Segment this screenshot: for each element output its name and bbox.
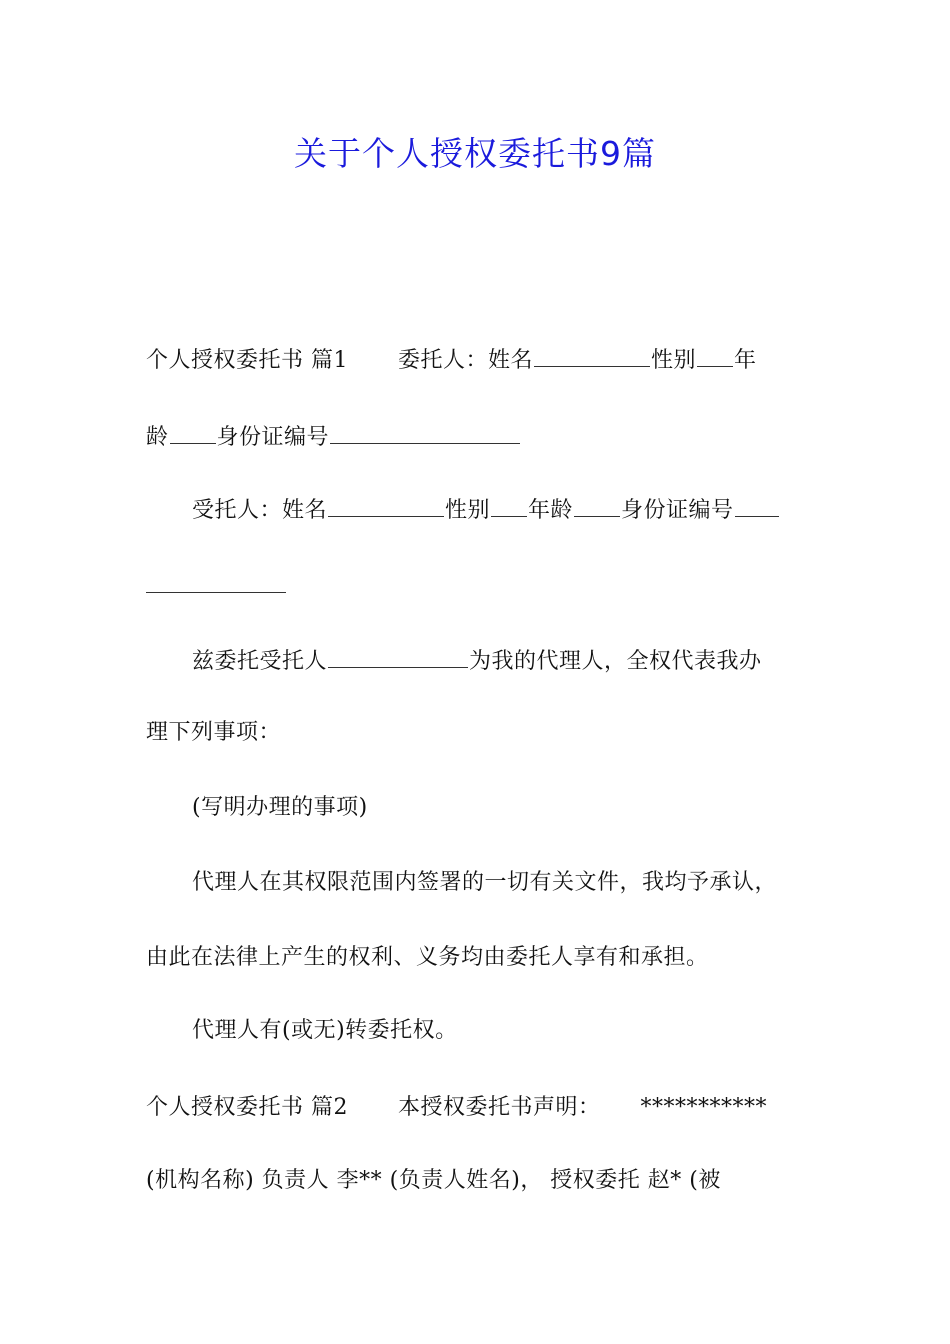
document-title: 关于个人授权委托书9篇 (294, 134, 656, 173)
statement-text: 本授权委托书声明： (398, 1095, 601, 1120)
sign-line-1: 代理人在其权限范围内签署的一切有关文件，我均予承认， (192, 870, 778, 895)
agent-name-blank (328, 494, 444, 517)
agent-gender-blank (491, 494, 527, 517)
entrust-text-start: 兹委托受托人 (192, 649, 328, 674)
transfer-line: 代理人有(或无)转委托权。 (192, 1018, 458, 1043)
matters-line: (写明办理的事项) (192, 795, 368, 820)
agent-id-blank-continued (146, 592, 286, 593)
section1-line-1 (146, 344, 757, 376)
agent-gender-label: 性别 (445, 498, 491, 523)
entrust-line-continued: 理下列事项： (146, 720, 282, 745)
principal-id-label: 身份证编号 (216, 425, 330, 450)
entrust-text-end: 为我的代理人，全权代表我办 (469, 649, 762, 674)
principal-name-blank (534, 344, 650, 367)
section1-heading: 个人授权委托书 篇1 (146, 348, 348, 373)
principal-age-blank (170, 421, 216, 444)
agent-id-blank (735, 494, 779, 517)
principal-gender-blank (697, 344, 733, 367)
section2-heading: 个人授权委托书 篇2 (146, 1095, 348, 1120)
section2-line-2: (机构名称) 负责人 李** (负责人姓名)， 授权委托 赵* (被 (146, 1168, 721, 1193)
agent-line (192, 494, 780, 526)
institution-stars: *********** (640, 1095, 768, 1120)
agent-name-label: 受托人：姓名 (192, 498, 328, 523)
agent-age-blank (574, 494, 620, 517)
section1-line-2 (146, 421, 521, 453)
sign-line-2: 由此在法律上产生的权利、义务均由委托人享有和承担。 (146, 945, 709, 970)
agent-age-label: 年龄 (528, 498, 574, 523)
principal-name-label: 委托人：姓名 (398, 348, 534, 373)
agent-id-label: 身份证编号 (621, 498, 734, 523)
entrusted-person-blank (328, 645, 468, 668)
principal-age-label-end: 龄 (146, 425, 169, 450)
principal-age-label-start: 年 (734, 348, 757, 373)
entrust-line (192, 645, 762, 677)
principal-gender-label: 性别 (651, 348, 697, 373)
principal-id-blank (330, 421, 520, 444)
section2-line-1 (146, 1093, 767, 1123)
